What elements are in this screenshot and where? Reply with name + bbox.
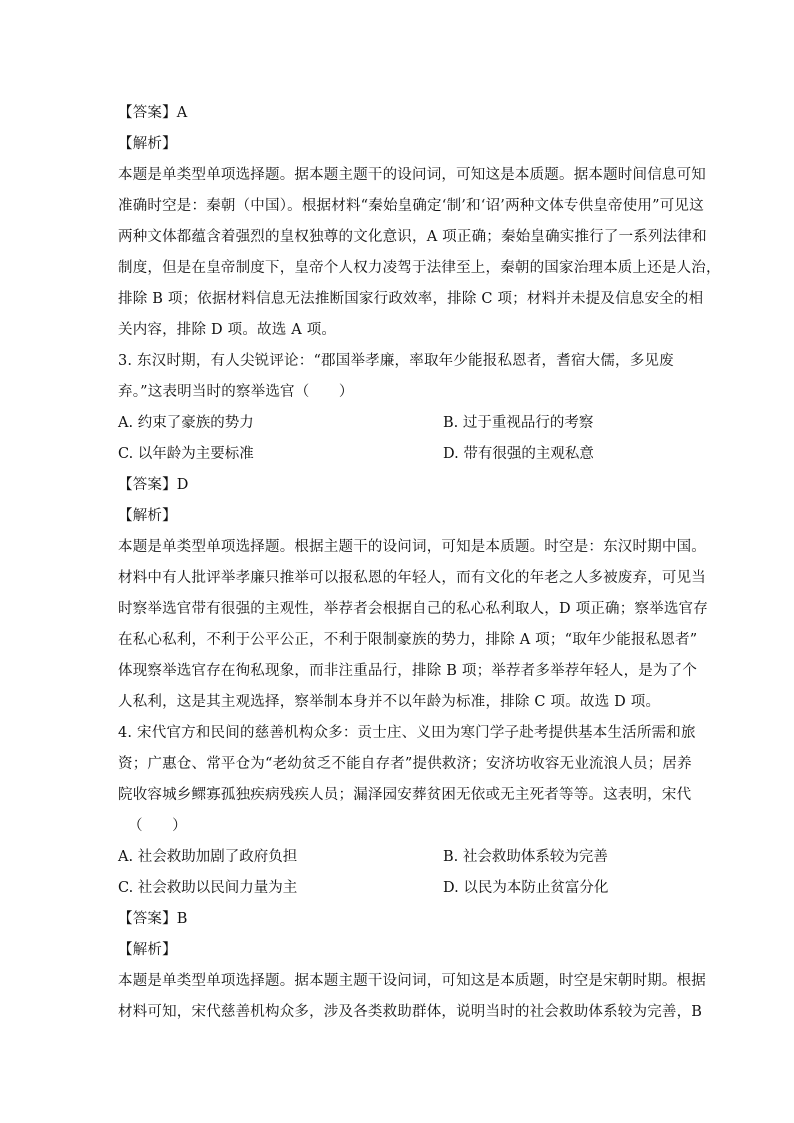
option-d: D. 带有很强的主观私意: [443, 446, 594, 462]
option-a: A. 社会救助加剧了政府负担: [118, 849, 298, 865]
analysis-line: 体现察举选官存在徇私现象，而非注重品行，排除 B 项；举荐者多举荐年轻人，是为了个: [118, 663, 698, 679]
question-4-options-row-2: [118, 873, 690, 904]
analysis-line: 材料可知，宋代慈善机构众多，涉及各类救助群体，说明当时的社会救助体系较为完善，B: [118, 1004, 703, 1020]
question-4-stem: 院收容城乡鳏寡孤独疾病残疾人员；漏泽园安葬贫困无依或无主死者等等。这表明，宋代: [118, 787, 692, 803]
analysis-line: 人私利，这是其主观选择，察举制本身并不以年龄为标准，排除 C 项。故选 D 项。: [118, 694, 661, 710]
analysis-line: 本题是单类型单项选择题。据本题主题干设问词，可知这是本质题，时空是宋朝时期。根据: [118, 973, 706, 989]
question-4-options-row-1: [118, 842, 690, 873]
analysis-label: 【解析】: [118, 942, 177, 958]
analysis-line: 时察举选官带有很强的主观性，举荐者会根据自己的私心私利取人，D 项正确；察举选官存: [118, 601, 708, 617]
analysis-line: 本题是单类型单项选择题。据本题主题干的设问词，可知这是本质题。据本题时间信息可知: [118, 167, 706, 183]
option-d: D. 以民为本防止贫富分化: [443, 880, 609, 896]
answer-label: 【答案】A: [118, 105, 188, 121]
answer-label: 【答案】D: [118, 477, 189, 493]
question-3-stem: 弃。”这表明当时的察举选官（ ）: [118, 384, 354, 400]
option-b: B. 社会救助体系较为完善: [443, 849, 608, 865]
document-page: [118, 98, 721, 1028]
option-a: A. 约束了豪族的势力: [118, 415, 254, 431]
question-4-stem: 资；广惠仓、常平仓为“老幼贫乏不能自存者”提供救济；安济坊收容无业流浪人员；居养: [118, 756, 692, 772]
analysis-line: 材料中有人批评举孝廉只推举可以报私恩的年轻人，而有文化的年老之人多被废弃，可见当: [118, 570, 706, 586]
analysis-line: 两种文体都蕴含着强烈的皇权独尊的文化意识，A 项正确；秦始皇确实推行了一系列法律和: [118, 229, 707, 245]
analysis-label: 【解析】: [118, 508, 177, 524]
analysis-line: 准确时空是：秦朝（中国）。根据材料“秦始皇确定‘制’和‘诏’两种文体专供皇帝使用”可见这: [118, 198, 704, 214]
analysis-line: 制度，但是在皇帝制度下，皇帝个人权力凌驾于法律至上，秦朝的国家治理本质上还是人治，: [118, 260, 721, 276]
analysis-line: 本题是单类型单项选择题。根据主题干的设问词，可知是本质题。时空是：东汉时期中国。: [118, 539, 706, 555]
question-3-options-row-1: [118, 408, 690, 439]
question-4-stem: 4. 宋代官方和民间的慈善机构众多：贡士庄、义田为寒门学子赴考提供基本生活所需和旅: [118, 725, 696, 741]
question-4-blank: （ ）: [128, 818, 187, 834]
option-b: B. 过于重视品行的考察: [443, 415, 594, 431]
analysis-line: 关内容，排除 D 项。故选 A 项。: [118, 322, 337, 338]
question-3-stem: 3. 东汉时期，有人尖锐评论：“郡国举孝廉，率取年少能报私恩者，耆宿大儒，多见废: [118, 353, 674, 369]
analysis-line: 排除 B 项；依据材料信息无法推断国家行政效率，排除 C 项；材料并未提及信息安全的相: [118, 291, 704, 307]
option-c: C. 以年龄为主要标准: [118, 446, 254, 462]
analysis-line: 在私心私利，不利于公平公正，不利于限制豪族的势力，排除 A 项；“取年少能报私恩者”: [118, 632, 698, 648]
analysis-label: 【解析】: [118, 136, 177, 152]
option-c: C. 社会救助以民间力量为主: [118, 880, 298, 896]
answer-label: 【答案】B: [118, 911, 188, 927]
question-3-options-row-2: [118, 439, 690, 470]
